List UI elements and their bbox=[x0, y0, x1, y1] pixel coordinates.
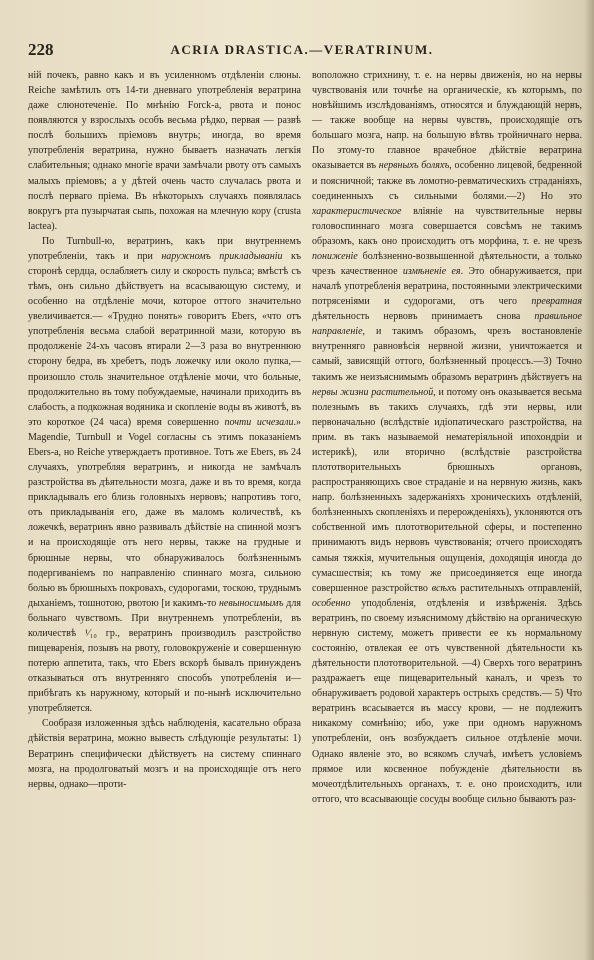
text-run: , и потому онъ оказывается весьма полезнымъ въ такихъ случаяхъ, гдѣ эти нервы, или первоначально (вслѣдствіе идіопатическаго разстройства, на прим. въ такъ называемой нематеріяльной ипохондріи и истерикѣ), или вторично (вслѣдствіе разстройства плототворительныхъ брюшныхъ органовъ, распространяющихъ свое страданіе и на нервную жизнь, какъ напр. болѣзненныхъ задержаніяхъ хроническихъ отдѣленій, болѣзненныхъ скопленіяхъ и перерожденіяхъ), уклоняются отъ собственной имъ плототворительной сферы, и постепенно принимаютъ видъ нервовъ чувствованія; отчего происходятъ самыя тяжкія, мучительныя ощущенія, доходящія иногда до сумасшествія; къ тому же присоединяется еще иногда совершенное разстройство bbox=[312, 386, 582, 594]
italic-text: нервы жизни растительной bbox=[312, 386, 434, 398]
left-column bbox=[28, 68, 301, 948]
italic-text: измѣненіе ея bbox=[402, 266, 461, 278]
paragraph bbox=[28, 234, 301, 717]
page-spine-shadow bbox=[584, 0, 594, 960]
paragraph: ній почекъ, равно какъ и въ усиленномъ отдѣленіи слюны. Reiche замѣтилъ отъ 14-ти дневнаго употребленія вератрина даже слюнотеченіе. По мнѣнію Forck-а, рвота и понос появляются у взрослыхъ особъ весьма рѣдко, первая — развѣ послѣ большихъ пріемовъ внутрь; иногда, во время употребленія вератрина, нужно бываетъ назначать легкія слабительныя; однако многіе врачи замѣчали рвоту отъ самыхъ малыхъ пріемовъ; а у дѣтей очень часто случалась рвота и послѣ перваго пріема. Въ нѣкоторыхъ случаяхъ появлялась вокругъ рта пузырчатая сыпь, похожая на млечную кору (crusta lactea). bbox=[28, 70, 301, 232]
italic-text: пониженіе bbox=[312, 250, 358, 262]
italic-text: характеристическое bbox=[312, 205, 402, 217]
text-run: дѣятельность нервовъ принимаетъ снова bbox=[312, 311, 535, 323]
italic-text: особенно bbox=[312, 597, 351, 609]
italic-text: почти исчезали bbox=[224, 416, 294, 428]
text-run: къ сторонѣ сердца, ослабляетъ силу и скорость пульса; вмѣстѣ съ тѣмъ, онъ сильно дѣйствуетъ на всасывающую систему, и особенно на отдѣленіе мочи, которое оттого значительно увеличивается.— «Трудно понять» говоритъ Ebers, «что отъ употребленія весьма слабой вератринной мази, которую въ продолженіе 24-хъ часовъ втирали 2—3 раза во внутреннюю сторону бедра, въ хребетъ, подъ ложечку или около пупка,—произошло столь значительное отдѣленіе мочи, что больные, продолжительно въ тому побуждаемые, начинали приходить въ слабость, а подкожная водяника и скопленіе воды въ животѣ, въ это короткое (24 часа) время совершенно bbox=[28, 250, 301, 428]
text-run: вліяніе на чувствительные нервы головоспиннаго мозга совершается совсѣмъ не такимъ образомъ, какъ оно происходитъ отъ морфина, т. е. не чрезъ bbox=[312, 205, 582, 247]
running-title: ACRIA DRASTICA.—VERATRINUM. bbox=[170, 42, 434, 57]
text-run: , особенно лицевой, бедренной и поясничной; также въ ломотно-ревматическихъ страданіяхъ, соединенныхъ съ сильными болями.—2) Но это bbox=[312, 160, 582, 202]
text-run: болѣзненно-возвышенной дѣятельности, а только чрезъ качественное bbox=[312, 250, 582, 278]
italic-text: всѣхъ bbox=[431, 582, 457, 594]
text-run: По Turnbull-ю, вератринъ, какъ при внутреннемъ употребленіи, такъ и при bbox=[28, 235, 301, 262]
italic-text: нервныхъ боляхъ bbox=[378, 160, 450, 172]
text-run: .» Magendie, Turnbull и Vogel согласны съ этимъ показаніемъ Ebers-а, но Reiche утверждаетъ противное. Тотъ же Ebers, въ 24 случаяхъ, употребляя вератринъ, и никогда не замѣчалъ разстройства въ дѣятельности мозга, даже и въ то время, когда прикладывалъ его близь головныхъ нервовъ; напротивъ того, отъ прикладыванія его, даже въ маломъ количествѣ, къ ложечкѣ, вератринъ явно развивалъ дѣйствіе на спинной мозгъ и на происходящіе отъ него нервы, также на грудные и брюшные нервы, что обнаруживалось болѣзненнымъ подергиваніемъ по направленію спиннаго мозга, сильною болью въ брюшныхъ покровахъ, судорогами, тоскою, труднымъ дыханіемъ, тошнотою, рвотою [и какимъ-то bbox=[28, 416, 301, 609]
text-run: для больнаго чувствомъ. При внутреннемъ употребленіи, въ количествѣ ¹⁄₁₀ гр., вератринъ производилъ разстройство пищеваренія, позывъ на рвоту, головокруженіе и совершенную потерю аппетита, такъ, что Ebers вскорѣ бывалъ принужденъ отказываться отъ внутренняго способъ употребленія и—прибѣгать къ наружному, который и по-нынѣ исключительно употребляется. bbox=[28, 597, 301, 715]
paragraph bbox=[312, 68, 582, 807]
italic-text: невыносимымъ bbox=[218, 597, 284, 609]
italic-text: превратная bbox=[531, 296, 582, 308]
page-header bbox=[28, 40, 576, 64]
text-run: воположно стрихнину, т. е. на нервы движенія, но на нервы чувствованія или точнѣе на органическіе, къ которымъ, по новѣйшимъ изслѣдованіямъ, относятся и блуждающій нервъ,— также вообще на нервы чувствъ, происходящіе отъ большаго мозга, напр. на большую вѣтвь тройничнаго нерва. По этому-то главное врачебное дѣйствіе вератрина оказывается въ bbox=[312, 70, 582, 172]
text-run: растительныхъ отправленій, bbox=[456, 582, 582, 594]
italic-text: правильное направленіе bbox=[312, 311, 582, 338]
paragraph: Сообразя изложенныя здѣсь наблюденія, касательно образа дѣйствія вератрина, можно вывесть слѣдующіе результаты: 1) Вератринъ специфически дѣйствуетъ на систему спиннаго мозга, на продолговатый мозгъ и на происходящіе отъ него нервы, однако—проти- bbox=[28, 718, 301, 790]
text-run: уподобленія, отдѣленія и извѣрженія. Здѣсь вератринъ, по своему изъяснимому дѣйствію на органическую нервную систему, можетъ привести ее къ нормальному состоянію, отвлекая ее отъ чувственной дѣятельности къ дѣятельности плототворительной. —4) Сверхъ того вератринъ раздражаетъ еще пищеварительный каналъ, и чрезъ то обнаруживаетъ родовой характеръ острыхъ средствъ.— 5) Что вератринъ всасывается въ массу крови, — не подлежитъ никакому сомнѣнію; ибо, уже при одномъ наружномъ употребленіи, онъ возбуждаетъ сильное отдѣленіе мочи. Однако явленіе это, во всякомъ случаѣ, имѣетъ условіемъ прямое или косвенное побужденіе дѣятельности въ мочеотдѣлительныхъ органахъ, т. е. оно происходитъ, или оттого, что всасывающіе сосуды вообще сильно бываютъ раз- bbox=[312, 597, 582, 805]
page-number: 228 bbox=[28, 40, 54, 59]
text-run: , и такимъ образомъ, чрезъ востановленіе внутренняго равновѣсія нервной жизни, уничтожается и самый, зависящій оттого, болѣзненный процессъ.—3) Точно такимъ же неизъяснимымъ образомъ вератринъ дѣйствуетъ на bbox=[312, 326, 582, 383]
right-column bbox=[312, 68, 582, 953]
italic-text: наружномъ прикладываніи bbox=[161, 250, 283, 262]
text-run: . Это обнаруживается, при началѣ употребленія вератрина, постоянными электрическими потрясеніями и судорогами, отъ чего bbox=[312, 266, 582, 308]
